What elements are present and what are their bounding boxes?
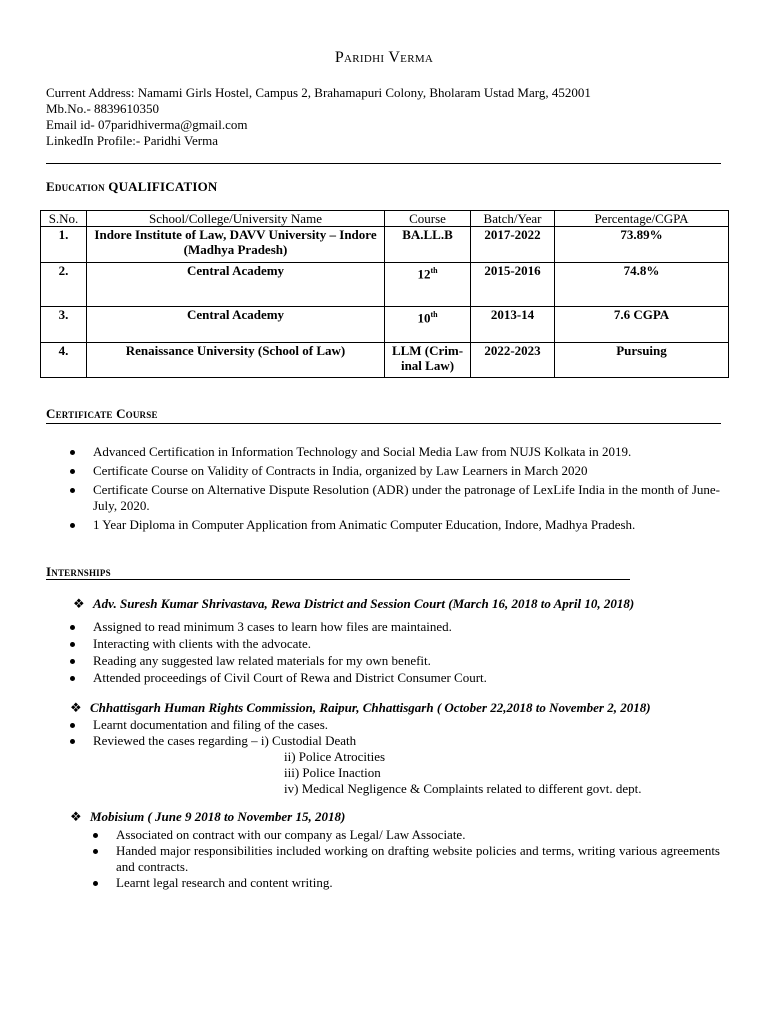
cell-batch: 2022-2023 — [471, 343, 555, 378]
list-item: Certificate Course on Alternative Dispute Resolution (ADR) under the patronage of LexLife India in the month of June-July, 2020. — [67, 482, 720, 517]
cell-sno: 1. — [41, 227, 87, 263]
list-item: Handed major responsibilities included working on drafting website policies and terms, writing various agreements and contracts. — [90, 843, 720, 875]
cell-sno: 2. — [41, 263, 87, 307]
cell-batch: 2013-14 — [471, 307, 555, 343]
certificate-heading: Certificate Course — [46, 406, 158, 421]
cell-score: 74.8% — [555, 263, 729, 307]
list-item: Attended proceedings of Civil Court of Rewa and District Consumer Court. — [67, 670, 720, 686]
cell-batch: 2015-2016 — [471, 263, 555, 307]
col-header-score: Percentage/CGPA — [555, 211, 729, 227]
cell-school: Renaissance University (School of Law) — [87, 343, 385, 378]
cell-course — [385, 307, 471, 343]
table-row — [41, 263, 729, 307]
list-item: Advanced Certification in Information Technology and Social Media Law from NUJS Kolkata in 2019. — [67, 444, 720, 463]
education-table — [40, 210, 729, 378]
list-item: Certificate Course on Validity of Contracts in India, organized by Law Learners in March 2020 — [67, 463, 720, 482]
email-line: Email id- 07paridhiverma@gmail.com — [46, 117, 248, 132]
cell-score: 7.6 CGPA — [555, 307, 729, 343]
sublist-item: iii) Police Inaction — [284, 765, 381, 780]
list-item: Reading any suggested law related materials for my own benefit. — [67, 653, 720, 670]
cell-school: Central Academy — [87, 307, 385, 343]
course-sup: th — [430, 310, 438, 319]
cell-course: LLM (Crim-inal Law) — [385, 343, 471, 378]
internship-list — [67, 619, 720, 686]
review-sublist — [284, 749, 704, 797]
education-heading: Education QUALIFICATION — [46, 179, 218, 194]
candidate-name-text: Paridhi Verma — [334, 49, 434, 66]
cell-school: Central Academy — [87, 263, 385, 307]
list-item: Assigned to read minimum 3 cases to learn how files are maintained. — [67, 619, 720, 636]
mobile-line: Mb.No.- 8839610350 — [46, 101, 160, 116]
contact-block — [46, 85, 726, 149]
internship-title-text: Mobisium ( June 9 2018 to November 15, 2018) — [90, 809, 346, 824]
list-item: 1 Year Diploma in Computer Application from Animatic Computer Education, Indore, Madhya Pradesh. — [67, 517, 720, 533]
internship-title — [73, 596, 634, 612]
col-header-batch: Batch/Year — [471, 211, 555, 227]
course-value: 10 — [417, 310, 431, 326]
address-line: Current Address: Namami Girls Hostel, Campus 2, Brahamapuri Colony, Bholaram Ustad Marg, 452001 — [46, 85, 591, 100]
cell-score: 73.89% — [555, 227, 729, 263]
sublist-item: iv) Medical Negligence & Complaints related to different govt. dept. — [284, 781, 642, 796]
list-item: Reviewed the cases regarding – i) Custodial Death — [67, 733, 720, 749]
internship-list — [67, 717, 720, 749]
course-value: 12 — [417, 266, 431, 282]
list-item: Associated on contract with our company as Legal/ Law Associate. — [90, 827, 720, 843]
candidate-name — [0, 50, 768, 66]
table-row — [41, 307, 729, 343]
diamond-bullet-icon: ❖ — [70, 809, 82, 824]
col-header-sno: S.No. — [41, 211, 87, 227]
internship-title-text: Chhattisgarh Human Rights Commission, Raipur, Chhattisgarh ( October 22,2018 to November 2, 2018) — [90, 700, 651, 715]
table-row — [41, 343, 729, 378]
col-header-school: School/College/University Name — [87, 211, 385, 227]
cell-course — [385, 263, 471, 307]
internship-title — [70, 700, 651, 716]
col-header-course: Course — [385, 211, 471, 227]
linkedin-line: LinkedIn Profile:- Paridhi Verma — [46, 133, 218, 148]
certificate-divider — [46, 423, 721, 424]
diamond-bullet-icon: ❖ — [73, 596, 85, 611]
certificate-list — [67, 444, 720, 533]
diamond-bullet-icon: ❖ — [70, 700, 82, 715]
cell-batch: 2017-2022 — [471, 227, 555, 263]
table-row — [41, 227, 729, 263]
table-header-row — [41, 211, 729, 227]
cell-sno: 3. — [41, 307, 87, 343]
cell-score: Pursuing — [555, 343, 729, 378]
cell-sno: 4. — [41, 343, 87, 378]
internships-divider — [46, 579, 630, 580]
internship-title — [70, 809, 345, 825]
cell-course: BA.LL.B — [385, 227, 471, 263]
cell-school: Indore Institute of Law, DAVV University – Indore (Madhya Pradesh) — [87, 227, 385, 263]
internships-heading: Internships — [46, 564, 111, 579]
internship-list — [90, 827, 720, 891]
internship-title-text: Adv. Suresh Kumar Shrivastava, Rewa District and Session Court (March 16, 2018 to April 10, 2018) — [93, 596, 635, 611]
list-item: Learnt documentation and filing of the cases. — [67, 717, 720, 733]
course-sup: th — [430, 266, 438, 275]
sublist-item: ii) Police Atrocities — [284, 749, 386, 764]
list-item: Learnt legal research and content writing. — [90, 875, 720, 891]
list-item: Interacting with clients with the advocate. — [67, 636, 720, 653]
header-divider — [46, 163, 721, 164]
